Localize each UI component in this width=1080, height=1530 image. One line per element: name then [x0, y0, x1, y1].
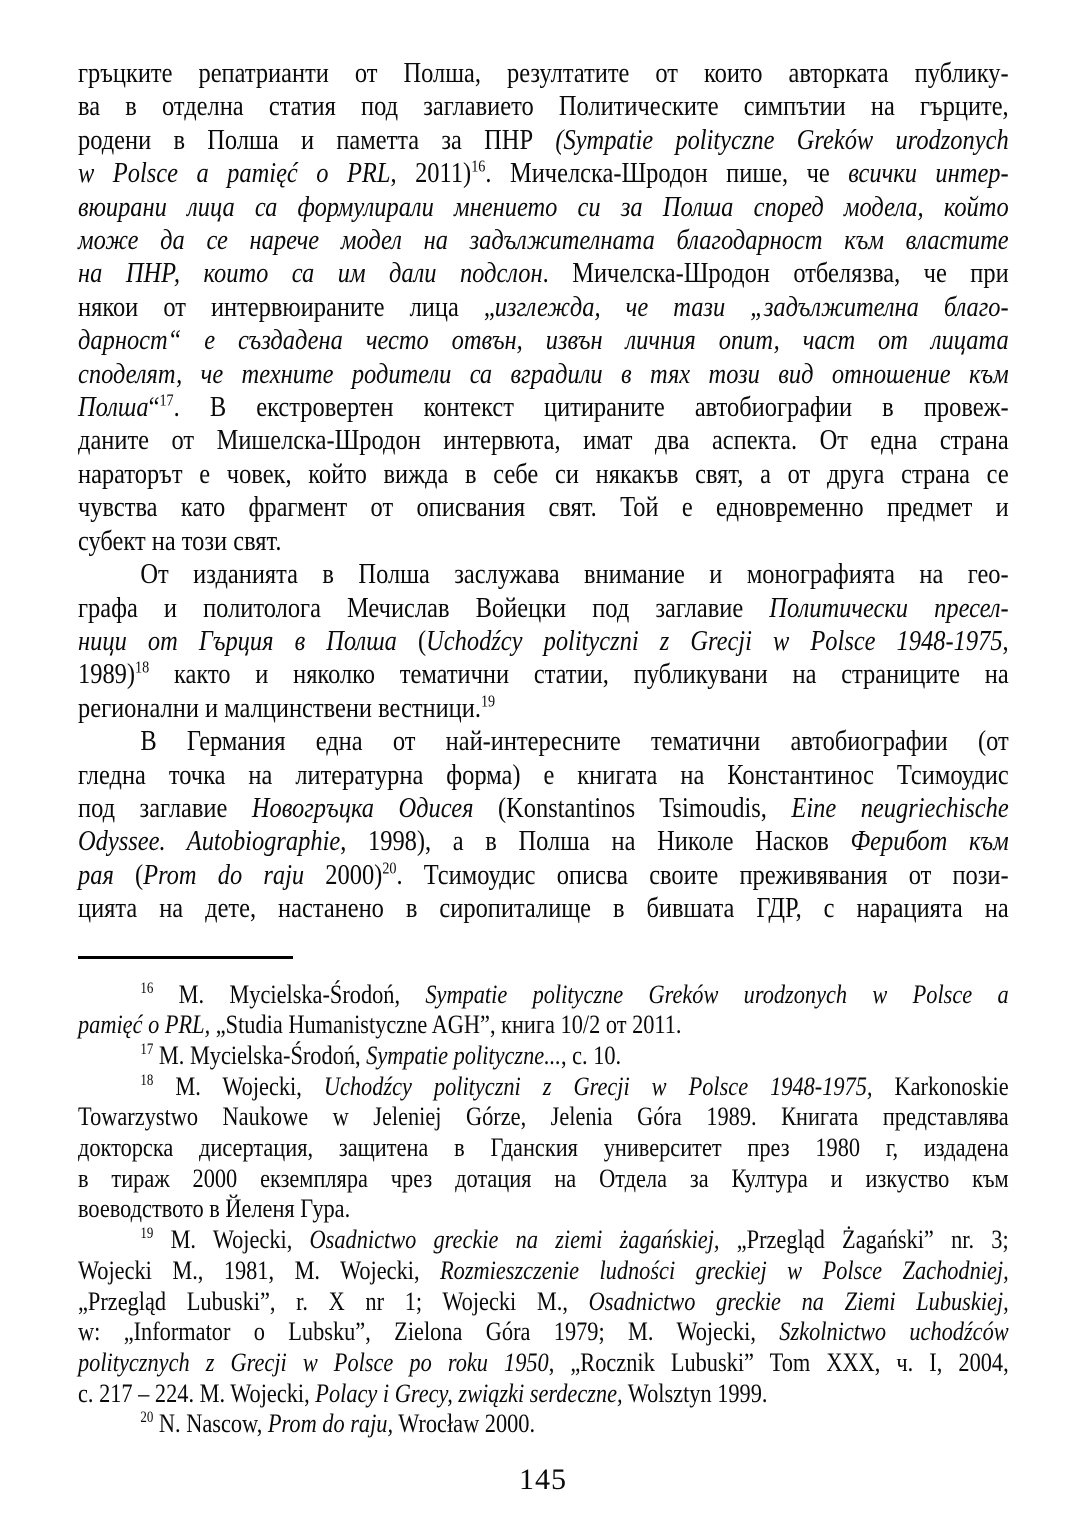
text-run: , с. 10. [560, 1039, 622, 1070]
text-run: нараторът е човек, който вижда в себе си някакъв свят, а от друга страна се [78, 457, 1009, 490]
text-run: Prom do raju [143, 858, 305, 891]
text-run: Szkolnictwo uchodźców [779, 1316, 1009, 1347]
text-run: , 1998), а в Полша на Николе Насков [340, 825, 851, 858]
footnote-marker: 19 [480, 691, 496, 711]
text-run: Новогръцка Одисея [251, 791, 474, 824]
text-line [78, 1132, 1009, 1163]
text-run: родени в Полша и паметта за ПНР [78, 123, 556, 156]
text-run: Odyssee. Autobiographie [78, 825, 341, 858]
text-run: може да се нарече модел на задължителната благодарност към властите [78, 224, 1009, 257]
page-number: 145 [519, 1463, 567, 1496]
text-run: цията на дете, настанено в сиропиталище в бившата ГДР, с нарацията на [78, 892, 1009, 925]
text-run: . В екстровертен контекст цитираните автобиографии в провеж- [173, 391, 1009, 424]
footnote [78, 979, 1009, 1040]
text-run: Polacy i Grecy, związki serdeczne, [315, 1377, 623, 1408]
footnote [78, 1224, 1009, 1408]
footnotes [78, 979, 1009, 1440]
paragraph [78, 558, 1009, 725]
text-run: M. Wojecki, [153, 1070, 324, 1101]
footnote [78, 1040, 1009, 1071]
text-run: Karkonoskie [872, 1070, 1009, 1101]
text-run: Towarzystwo Naukowe w Jeleniej Górze, Jelenia Góra 1989. Книгата представлява [78, 1101, 1009, 1132]
text-line [78, 1101, 1009, 1132]
text-line [78, 291, 1009, 324]
text-run: . Мичелска-Шродон пише, че [485, 157, 849, 190]
text-run: на ПНР, които са им дали подслон [78, 257, 543, 290]
text-run: някои от интервюираните лица „ [78, 290, 495, 323]
text-run: ( [417, 624, 427, 657]
text-line [78, 625, 1009, 658]
text-line [78, 1193, 1009, 1224]
text-run: всички интер- [848, 157, 1009, 190]
text-run: pamięć o PRL, [78, 1009, 211, 1040]
text-run: , 2011) [390, 157, 472, 190]
text-run: Политически пресел- [769, 591, 1009, 624]
text-run: „Studia Humanistyczne AGH”, книга 10/2 от 2011. [210, 1009, 682, 1040]
text-run: Sympatie polityczne... [366, 1039, 561, 1070]
text-line [78, 324, 1009, 357]
text-run: Osadnictwo greckie na Ziemi Lubuskiej, [588, 1285, 1009, 1316]
text-line [78, 1163, 1009, 1194]
paragraph [78, 57, 1009, 558]
text-line [78, 792, 1009, 825]
text-line [78, 157, 1009, 190]
footnote-marker: 16 [471, 156, 486, 176]
text-run: N. Nascow, [153, 1408, 268, 1439]
text-run: воеводството в Йеленя Гура. [78, 1193, 351, 1224]
text-run: “ [148, 391, 160, 424]
text-run: рая [78, 858, 114, 891]
footnote-separator [78, 956, 293, 959]
text-line [78, 825, 1009, 858]
text-line [78, 592, 1009, 625]
text-line [78, 892, 1009, 925]
text-run: „Przegląd Żagański” nr. 3; [719, 1224, 1009, 1255]
text-run: както и няколко тематични статии, публикувани на страниците на [149, 658, 1009, 691]
text-run: изглежда, че тази „задължителна благо- [494, 290, 1009, 323]
footnote-marker: 19 [140, 1225, 154, 1243]
text-run: w: „Informator o Lubsku”, Zielona Góra 1979; M. Wojecki, [78, 1316, 780, 1347]
footnote-marker: 18 [140, 1071, 154, 1089]
text-line [78, 224, 1009, 257]
text-line [78, 57, 1009, 90]
text-line [78, 1255, 1009, 1286]
text-run: споделят, че техните родители са вградили в тях този вид отношение към [78, 357, 1009, 390]
text-line [78, 1040, 1009, 1071]
text-run: „Przegląd Lubuski”, r. X nr 1; Wojecki M., [78, 1285, 589, 1316]
text-run: . Мичелска-Шродон отбелязва, че при [542, 257, 1009, 290]
text-run: Wrocław 2000. [393, 1408, 536, 1439]
text-run: Wojecki M., 1981, M. Wojecki, [78, 1254, 441, 1285]
text-run: дарност“ е създадена често отвън, извън личния опит, част от лицата [78, 324, 1009, 357]
text-run: ва в отделна статия под заглавието Политическите симпътии на гърците, [78, 90, 1009, 123]
text-run: графа и политолога Мечислав Войецки под заглавие [78, 591, 770, 624]
text-run: ( [113, 858, 144, 891]
text-run: 1989) [78, 658, 136, 691]
text-run: Uchodźcy polityczni z Grecji w Polsce 1948-1975, [323, 1070, 873, 1101]
text-run: субект на този свят. [78, 524, 282, 557]
text-line [78, 1378, 1009, 1409]
text-run: M. Wojecki, [153, 1224, 310, 1255]
text-line [78, 558, 1009, 591]
text-run: M. Mycielska-Środoń, [153, 978, 426, 1009]
text-line [78, 1347, 1009, 1378]
text-line [78, 90, 1009, 123]
text-run: , [1002, 624, 1009, 657]
text-line [78, 692, 1009, 725]
text-run: даните от Мишелска-Шродон интервюта, имат два аспекта. От една страна [78, 424, 1009, 457]
footnote-marker: 17 [140, 1041, 154, 1059]
text-line [78, 725, 1009, 758]
text-line [78, 1224, 1009, 1255]
text-line [78, 1286, 1009, 1317]
text-line [78, 1408, 1009, 1439]
text-run: Wolsztyn 1999. [622, 1377, 768, 1408]
text-run: гледна точка на литературна форма) е книгата на Константинос Тсимоудис [78, 758, 1009, 791]
text-run: с. 217 – 224. M. Wojecki, [78, 1377, 316, 1408]
paragraph [78, 725, 1009, 925]
text-line [78, 491, 1009, 524]
text-line [78, 257, 1009, 290]
footnote-marker: 17 [159, 390, 174, 410]
text-line [78, 1071, 1009, 1102]
text-line [78, 525, 1009, 558]
footnote [78, 1408, 1009, 1439]
text-line [78, 391, 1009, 424]
text-run: докторска дисертация, защитена в Гданския университет през 1980 г, издадена [78, 1132, 1009, 1163]
footnote-marker: 18 [135, 657, 150, 677]
text-line [78, 424, 1009, 457]
text-line [78, 979, 1009, 1010]
text-run: под заглавие [78, 791, 252, 824]
footnote [78, 1071, 1009, 1225]
text-run: гръцките репатрианти от Полша, резултатите от които авторката публику- [78, 57, 1009, 89]
text-line [78, 658, 1009, 691]
footnote-marker: 20 [382, 858, 397, 878]
text-line [78, 859, 1009, 892]
text-line [78, 124, 1009, 157]
text-run: 2000) [304, 858, 383, 891]
text-line [78, 759, 1009, 792]
text-run: От изданията в Полша заслужава внимание и монографията на гео- [140, 558, 1009, 591]
text-line [78, 1009, 1009, 1040]
text-run: вюирани лица са формулирали мнението си за Полша според модела, който [78, 190, 1009, 223]
text-run: ници от Гърция в Полша [78, 624, 418, 657]
text-run: чувства като фрагмент от описвания свят. Той е едновременно предмет и [78, 491, 1009, 524]
text-line [78, 358, 1009, 391]
text-run: . Тсимоудис описва своите преживявания от пози- [396, 858, 1009, 891]
text-run: Полша [78, 391, 149, 424]
text-run: M. Mycielska-Środoń, [153, 1039, 367, 1070]
text-run: в тираж 2000 екземпляра чрез дотация на Отдела за Култура и изкуство към [78, 1162, 1009, 1193]
text-run: Osadnictwo greckie na ziemi żagańskiej, [309, 1224, 720, 1255]
main-text [78, 57, 1009, 926]
text-run: Prom do raju, [267, 1408, 394, 1439]
text-run: , „Rocznik Lubuski” Tom XXX, ч. I, 2004, [548, 1347, 1009, 1377]
text-line [78, 191, 1009, 224]
text-run: (Sympatie polityczne Greków urodzonych [555, 123, 1009, 156]
text-line [78, 1316, 1009, 1347]
text-run: В Германия една от най-интересните тематични автобиографии (от [140, 725, 1009, 758]
text-run: Ферибот към [850, 825, 1009, 858]
text-run: регионални и малцинствени вестници. [78, 691, 481, 724]
footnote-marker: 20 [140, 1409, 154, 1427]
text-run: Sympatie polityczne Greków urodzonych w Polsce a [425, 978, 1009, 1009]
text-run: Eine neugriechische [791, 791, 1009, 824]
text-run: Rozmieszczenie ludności greckiej w Polsce Zachodniej, [440, 1254, 1009, 1285]
text-run: politycznych z Grecji w Polsce po roku 1950 [78, 1347, 549, 1377]
text-run: (Konstantinos Tsimoudis, [473, 791, 792, 824]
text-run: w Polsce a pamięć o PRL [78, 157, 391, 190]
text-line [78, 458, 1009, 491]
footnote-marker: 16 [140, 979, 154, 997]
text-run: Uchodźcy polityczni z Grecji w Polsce 1948-1975 [426, 624, 1003, 657]
